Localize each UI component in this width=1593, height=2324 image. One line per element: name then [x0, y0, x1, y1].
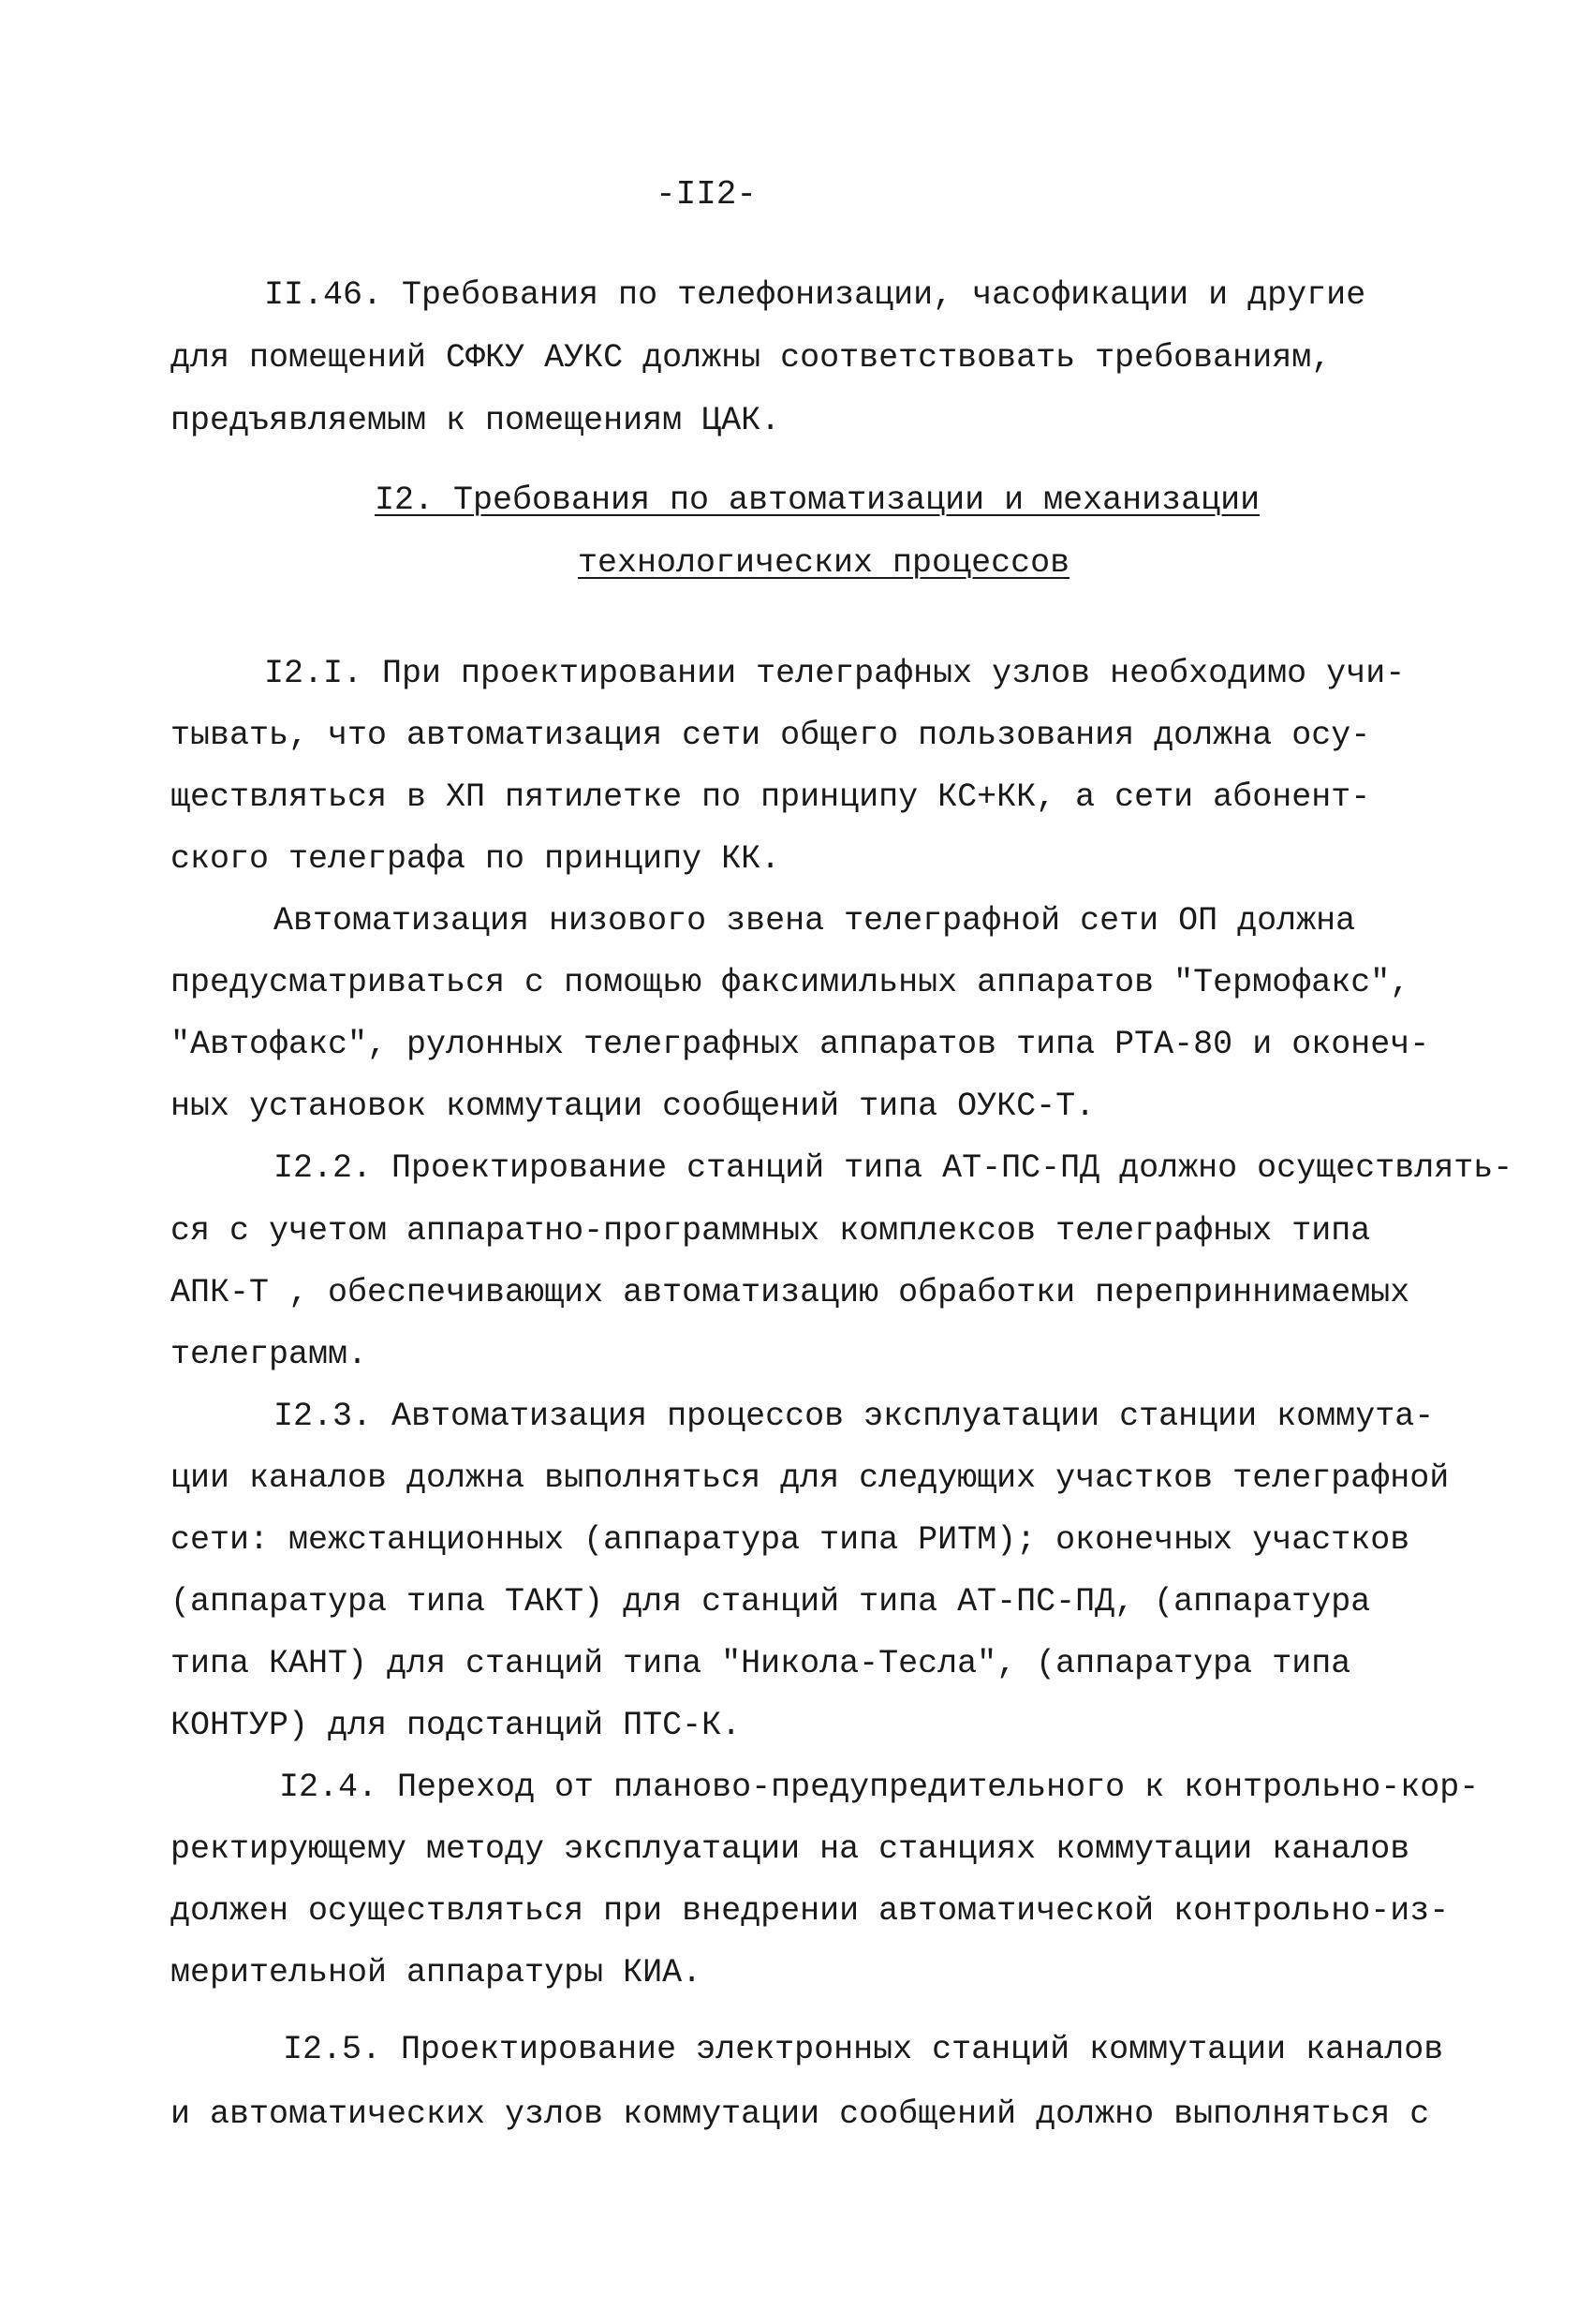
text-line: I2.I. При проектировании телеграфных узлов необходимо учи- [264, 655, 1406, 692]
text-line: II.46. Требования по телефонизации, часофикации и другие [264, 276, 1366, 314]
heading-line: I2. Требования по автоматизации и механизации [375, 481, 1261, 519]
heading-line: технологических процессов [578, 544, 1070, 582]
text-line: ции каналов должна выполняться для следующих участков телеграфной [170, 1459, 1450, 1497]
text-line: КОНТУР) для подстанций ПТС-К. [170, 1707, 742, 1744]
text-line: типа КАНТ) для станций типа "Никола-Тесла", (аппаратура типа [170, 1645, 1351, 1682]
text-line: телеграмм. [170, 1336, 368, 1373]
text-line: предъявляемым к помещениям ЦАК. [170, 402, 781, 439]
text-line: "Автофакс", рулонных телеграфных аппаратов типа РТА-80 и оконеч- [170, 1026, 1430, 1063]
text-line: и автоматических узлов коммутации сообщений должно выполняться с [170, 2095, 1430, 2133]
text-line: для помещений СФКУ АУКС должны соответствовать требованиям, [170, 339, 1332, 377]
text-line: предусматриваться с помощью факсимильных аппаратов "Термофакс", [170, 964, 1410, 1001]
text-line: АПК-Т , обеспечивающих автоматизацию обработки переприннимаемых [170, 1274, 1410, 1311]
text-line: (аппаратура типа ТАКТ) для станций типа АТ-ПС-ПД, (аппаратура [170, 1583, 1371, 1621]
text-line: должен осуществляться при внедрении автоматической контрольно-из- [170, 1892, 1450, 1930]
text-line: мерительной аппаратуры КИА. [170, 1954, 702, 1991]
text-line: ского телеграфа по принципу КК. [170, 840, 781, 878]
text-line: ся с учетом аппаратно-программных комплексов телеграфных типа [170, 1212, 1371, 1250]
text-line: сети: межстанционных (аппаратура типа РИТМ); оконечных участков [170, 1521, 1410, 1559]
text-line: тывать, что автоматизация сети общего пользования должна осу- [170, 717, 1371, 754]
text-line: I2.5. Проектирование электронных станций коммутации каналов [283, 2031, 1444, 2068]
text-line: I2.2. Проектирование станций типа АТ-ПС-ПД должно осуществлять- [273, 1149, 1513, 1187]
text-line: ществляться в XП пятилетке по принципу КС+КК, а сети абонент- [170, 778, 1371, 816]
text-line: ректирующему методу эксплуатации на станциях коммутации каналов [170, 1830, 1410, 1868]
text-line: ных установок коммутации сообщений типа ОУКС-Т. [170, 1088, 1096, 1125]
text-line: I2.4. Переход от планово-предупредительного к контрольно-кор- [279, 1769, 1480, 1806]
text-line: Автоматизация низового звена телеграфной сети ОП должна [273, 902, 1356, 940]
text-line: I2.3. Автоматизация процессов эксплуатации станции коммута- [273, 1398, 1435, 1435]
page-number: -II2- [656, 175, 758, 214]
